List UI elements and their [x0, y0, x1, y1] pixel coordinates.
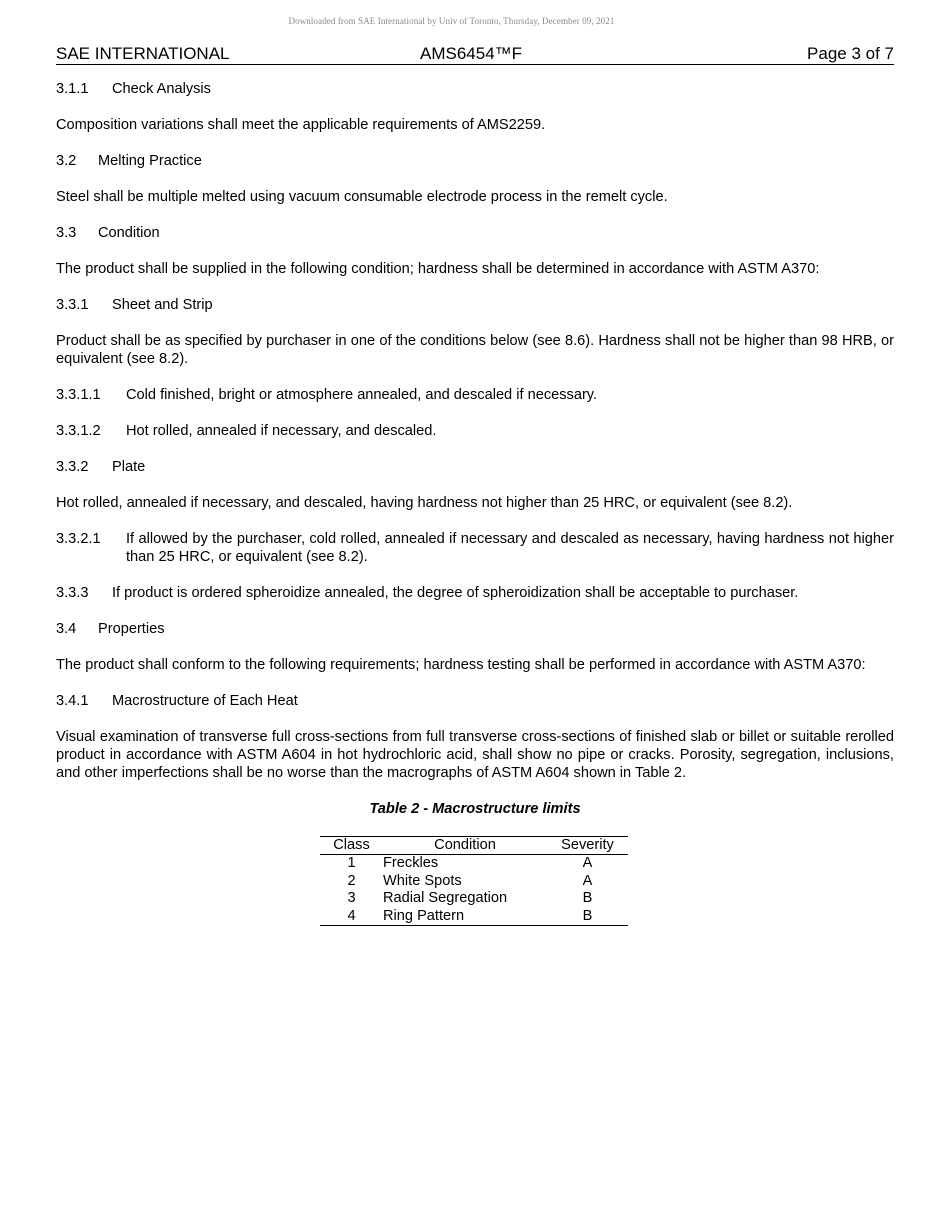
table-row: [320, 855, 628, 873]
section-title: Sheet and Strip: [112, 297, 213, 313]
section-number: 3.4: [56, 621, 77, 637]
header-severity: Severity: [547, 837, 628, 855]
section-heading-3-4: [56, 620, 894, 638]
section-number: 3.3.1.1: [56, 387, 101, 403]
table-row: [320, 908, 628, 926]
section-body-3-2: Steel shall be multiple melted using vacuum consumable electrode process in the remelt cycle.: [56, 189, 668, 205]
cell-condition: Radial Segregation: [383, 890, 508, 906]
header-condition: Condition: [383, 837, 547, 855]
cell-class: 1: [347, 855, 356, 871]
section-number: 3.3.1.2: [56, 423, 101, 439]
section-item-3-3-2-1: [56, 530, 894, 566]
document-body: [56, 80, 894, 926]
cell-severity: B: [582, 890, 593, 906]
section-title: Plate: [112, 459, 146, 475]
table-title: Table 2 - Macrostructure limits: [369, 801, 581, 817]
section-heading-3-3: [56, 224, 894, 242]
cell-severity: B: [547, 908, 628, 926]
section-text: If product is ordered spheroidize annealed, the degree of spheroidization shall be acceptable to purchaser.: [112, 585, 799, 601]
cell-class: 2: [347, 872, 356, 889]
section-body-3-1-1: Composition variations shall meet the applicable requirements of AMS2259.: [56, 117, 546, 133]
section-title: Melting Practice: [98, 153, 202, 169]
header-class: Class: [320, 837, 383, 855]
table-row: [320, 890, 628, 908]
section-heading-3-3-2: [56, 458, 894, 476]
table-header-row: [320, 837, 628, 855]
section-text: Cold finished, bright or atmosphere annealed, and descaled if necessary.: [126, 387, 598, 403]
section-body-3-3-1: Product shall be as specified by purchaser in one of the conditions below (see 8.6). Hardness shall not be higher than 98 HRB, or equivalent (see 8.2).: [56, 333, 894, 367]
section-title: Condition: [98, 225, 160, 241]
section-number: 3.3.2: [56, 459, 89, 475]
section-item-3-3-1-2: [56, 422, 894, 440]
header-document-number: AMS6454™F: [420, 44, 523, 63]
header-page-number: Page 3 of 7: [807, 44, 894, 63]
section-number: 3.4.1: [56, 693, 89, 709]
section-item-3-3-3: [56, 584, 894, 602]
section-number: 3.3.3: [56, 585, 89, 601]
page-header: [56, 44, 894, 65]
table-row: [320, 873, 628, 891]
cell-condition: White Spots: [383, 872, 462, 889]
section-number: 3.3.1: [56, 297, 89, 313]
section-body-3-4-1: Visual examination of transverse full cross-sections from full transverse cross-sections of finished slab or billet or suitable rerolled product in accordance with ASTM A604 in hot hydrochloric acid, shall show no pipe or cracks. Porosity, segregation, inclusions, and other imperfections shall be no worse than the macrographs of ASTM A604 shown in Table 2.: [56, 729, 894, 781]
section-text: Hot rolled, annealed if necessary, and descaled.: [126, 423, 437, 439]
section-text: If allowed by the purchaser, cold rolled, annealed if necessary and descaled as necessary, having hardness not higher than 25 HRC, or equivalent (see 8.2).: [126, 531, 894, 565]
section-title: Macrostructure of Each Heat: [112, 693, 298, 709]
section-number: 3.2: [56, 153, 77, 169]
cell-severity: A: [582, 872, 593, 889]
cell-class: 4: [320, 908, 383, 926]
header-organization: SAE INTERNATIONAL: [56, 44, 230, 63]
section-item-3-3-1-1: [56, 386, 894, 404]
section-heading-3-2: [56, 152, 894, 170]
section-number: 3.1.1: [56, 81, 89, 97]
macrostructure-table: [320, 836, 628, 926]
section-number: 3.3.2.1: [56, 531, 101, 547]
section-title: Check Analysis: [112, 81, 211, 97]
section-title: Properties: [98, 621, 165, 637]
section-body-3-3: The product shall be supplied in the following condition; hardness shall be determined in accordance with ASTM A370:: [56, 261, 820, 277]
section-body-3-4: The product shall conform to the following requirements; hardness testing shall be performed in accordance with ASTM A370:: [56, 657, 866, 673]
cell-severity: A: [582, 855, 593, 871]
section-number: 3.3: [56, 225, 77, 241]
section-heading-3-3-1: [56, 296, 894, 314]
cell-condition: Ring Pattern: [383, 908, 547, 926]
cell-class: 3: [347, 890, 356, 906]
cell-condition: Freckles: [383, 855, 439, 871]
section-body-3-3-2: Hot rolled, annealed if necessary, and descaled, having hardness not higher than 25 HRC, or equivalent (see 8.2).: [56, 495, 793, 511]
section-heading-3-4-1: [56, 692, 894, 710]
download-notice: Downloaded from SAE International by Univ of Toronto, Thursday, December 09, 2021: [288, 16, 615, 26]
section-heading-3-1-1: [56, 80, 894, 98]
